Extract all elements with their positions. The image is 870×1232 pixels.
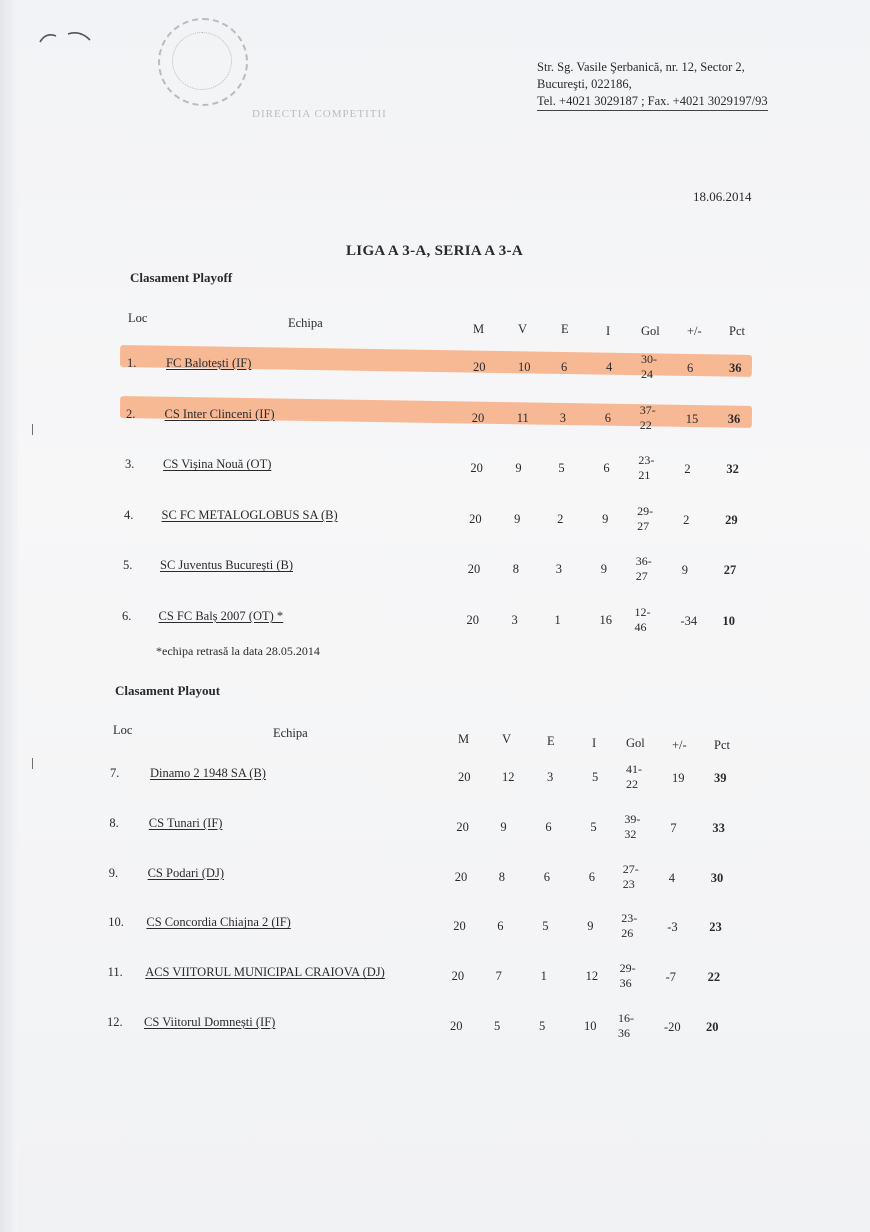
goals	[618, 1011, 634, 1041]
column-header-diff: +/-	[672, 738, 687, 752]
points: 22	[707, 970, 721, 985]
draws: 3	[547, 770, 554, 784]
goal-difference: 4	[668, 870, 676, 885]
points: 23	[709, 920, 722, 935]
faint-header-text: DIRECTIA COMPETITII	[252, 108, 387, 120]
goals-for: 30-	[641, 352, 657, 366]
page-edge-shadow	[0, 0, 18, 1232]
team-name: ACS VIITORUL MUNICIPAL CRAIOVA (DJ)	[145, 965, 385, 980]
row-rank: 1.	[127, 356, 137, 370]
goals-for: 29-	[619, 961, 636, 976]
losses: 5	[590, 819, 597, 834]
draws: 1	[540, 969, 547, 984]
goals-against: 26	[621, 926, 634, 941]
goals-against: 46	[634, 620, 647, 634]
matches-played: 20	[470, 461, 483, 476]
row-rank: 12.	[107, 1015, 123, 1029]
matches-played: 20	[466, 613, 479, 627]
goals-against: 22	[639, 417, 652, 432]
losses: 16	[599, 613, 612, 627]
losses: 10	[584, 1019, 597, 1033]
matches-played: 20	[458, 770, 471, 784]
column-header-v: V	[518, 322, 528, 336]
team-name: CS Inter Clinceni (IF)	[164, 406, 275, 421]
points: 27	[723, 563, 737, 578]
matches-played: 20	[451, 969, 465, 984]
matches-played: 20	[473, 360, 486, 374]
column-header-e: E	[561, 322, 569, 336]
goals	[641, 352, 657, 382]
column-header-i: I	[592, 736, 597, 750]
goal-difference: 19	[672, 771, 685, 785]
goals-against: 21	[638, 468, 651, 483]
wins: 9	[515, 461, 522, 476]
goals	[640, 403, 656, 433]
goal-difference: -3	[667, 920, 678, 935]
column-header-echipa: Echipa	[288, 316, 323, 330]
section-heading: Clasament Playoff	[130, 270, 233, 285]
matches-played: 20	[450, 1019, 463, 1033]
losses: 6	[604, 410, 611, 425]
team-name: CS Tunari (IF)	[148, 815, 223, 830]
goals	[624, 812, 640, 842]
row-rank: 6.	[122, 609, 132, 623]
matches-played: 20	[467, 562, 481, 577]
column-header-diff: +/-	[687, 324, 702, 338]
draws: 1	[554, 613, 561, 627]
goal-difference: -20	[664, 1020, 681, 1034]
pen-mark-icon	[38, 28, 94, 48]
matches-played: 20	[456, 819, 469, 834]
team-name: CS Podari (DJ)	[147, 865, 224, 880]
goals-for: 37-	[639, 402, 656, 417]
team-name: FC Balotești (IF)	[166, 356, 252, 370]
column-header-pct: Pct	[729, 324, 745, 338]
matches-played: 20	[469, 511, 482, 526]
losses: 5	[592, 770, 599, 784]
column-header-i: I	[606, 324, 611, 338]
column-header-echipa: Echipa	[273, 726, 308, 740]
row-rank: 3.	[125, 457, 135, 472]
goals-for: 12-	[634, 605, 651, 619]
draws: 2	[557, 511, 564, 526]
goals-against: 32	[624, 826, 637, 841]
goals	[635, 605, 651, 635]
points: 30	[710, 870, 724, 885]
row-rank: 11.	[107, 965, 123, 980]
goals-for: 23-	[621, 911, 638, 926]
column-header-m: M	[473, 322, 485, 336]
goals-against: 24	[641, 367, 653, 381]
draws: 6	[561, 360, 568, 374]
wins: 8	[512, 562, 520, 577]
points: 36	[729, 361, 742, 375]
column-header-loc: Loc	[113, 723, 133, 737]
goals-for: 29-	[637, 503, 654, 518]
losses: 6	[603, 461, 610, 476]
team-name: SC Juventus București (B)	[160, 558, 293, 573]
goal-difference: 2	[683, 512, 690, 527]
draws: 3	[555, 562, 563, 577]
goals	[621, 911, 637, 941]
draws: 5	[539, 1019, 546, 1033]
goals	[638, 453, 654, 483]
points: 10	[722, 614, 735, 628]
wins: 6	[497, 919, 504, 934]
goals-against: 27	[635, 569, 648, 584]
goals-for: 23-	[638, 453, 655, 468]
goals-for: 41-	[626, 762, 642, 776]
losses: 4	[606, 360, 613, 374]
points: 36	[727, 411, 741, 426]
row-rank: 10.	[108, 915, 124, 930]
points: 32	[726, 462, 739, 477]
row-rank: 8.	[109, 815, 119, 830]
wins: 5	[494, 1019, 501, 1033]
points: 33	[712, 820, 725, 835]
team-name: CS Viitorul Domnești (IF)	[144, 1015, 276, 1029]
matches-played: 20	[454, 869, 468, 884]
draws: 6	[543, 869, 551, 884]
goal-difference: -7	[665, 970, 677, 985]
goals	[626, 762, 642, 792]
draws: 3	[559, 410, 566, 425]
goals-against: 36	[618, 1026, 630, 1040]
team-name: Dinamo 2 1948 SA (B)	[150, 766, 266, 780]
column-header-v: V	[502, 732, 512, 746]
address-block	[537, 59, 768, 111]
section-heading: Clasament Playout	[115, 683, 221, 698]
team-name: SC FC METALOGLOBUS SA (B)	[161, 507, 338, 522]
matches-played: 20	[453, 919, 466, 934]
draws: 5	[542, 919, 549, 934]
team-name: CS Vișina Nouă (OT)	[163, 457, 272, 472]
points: 20	[706, 1020, 719, 1034]
goal-difference: -34	[680, 614, 698, 628]
points: 39	[714, 771, 727, 785]
goals-against: 22	[626, 777, 638, 791]
wins: 11	[516, 410, 529, 425]
goals	[636, 554, 652, 584]
goals-for: 16-	[618, 1011, 634, 1025]
address-line-2: Bucureşti, 022186,	[537, 77, 632, 91]
goals-against: 27	[637, 518, 650, 533]
wins: 10	[518, 360, 531, 374]
goal-difference: 7	[670, 820, 677, 835]
goal-difference: 2	[684, 462, 691, 477]
team-name: CS Concordia Chiajna 2 (IF)	[146, 915, 291, 930]
row-rank: 4.	[124, 507, 134, 522]
losses: 12	[585, 969, 599, 984]
wins: 12	[502, 770, 515, 784]
goal-difference: 15	[685, 411, 699, 426]
draws: 6	[545, 819, 552, 834]
team-name: CS FC Balș 2007 (OT) *	[158, 609, 284, 623]
document-date: 18.06.2014	[693, 189, 752, 204]
points: 29	[725, 512, 738, 527]
wins: 8	[498, 869, 506, 884]
round-stamp-seal	[158, 18, 248, 106]
phone-fax-line: Tel. +4021 3029187 ; Fax. +4021 3029197/93	[537, 93, 768, 111]
losses: 6	[588, 869, 596, 884]
column-header-e: E	[547, 734, 555, 748]
goal-difference: 6	[687, 361, 694, 375]
goals	[620, 961, 636, 991]
goals	[637, 504, 653, 534]
matches-played: 20	[471, 410, 485, 425]
goals-against: 23	[622, 876, 635, 891]
draws: 5	[558, 461, 565, 476]
losses: 9	[602, 511, 609, 526]
goals-against: 36	[619, 976, 632, 991]
goals-for: 36-	[635, 554, 652, 569]
column-header-gol: Gol	[626, 736, 645, 750]
losses: 9	[587, 919, 594, 934]
column-header-m: M	[458, 732, 470, 746]
row-rank: 5.	[123, 558, 133, 573]
goals-for: 39-	[624, 811, 641, 826]
wins: 7	[495, 969, 502, 984]
document-title: LIGA A 3-A, SERIA A 3-A	[346, 243, 523, 259]
wins: 3	[511, 613, 518, 627]
wins: 9	[514, 511, 521, 526]
column-header-pct: Pct	[714, 738, 730, 752]
row-rank: 7.	[110, 766, 120, 780]
footnote: *echipa retrasă la data 28.05.2014	[156, 644, 320, 658]
goals-for: 27-	[622, 861, 639, 876]
row-rank: 9.	[108, 865, 119, 880]
column-header-gol: Gol	[641, 324, 660, 338]
column-header-loc: Loc	[128, 311, 148, 325]
wins: 9	[500, 819, 507, 834]
row-rank: 2.	[126, 406, 136, 421]
margin-mark	[32, 424, 33, 435]
margin-mark	[32, 758, 33, 769]
goals	[623, 862, 639, 892]
address-line-1: Str. Sg. Vasile Şerbanică, nr. 12, Sector 2,	[537, 60, 745, 74]
losses: 9	[600, 562, 608, 577]
goal-difference: 9	[681, 563, 689, 578]
